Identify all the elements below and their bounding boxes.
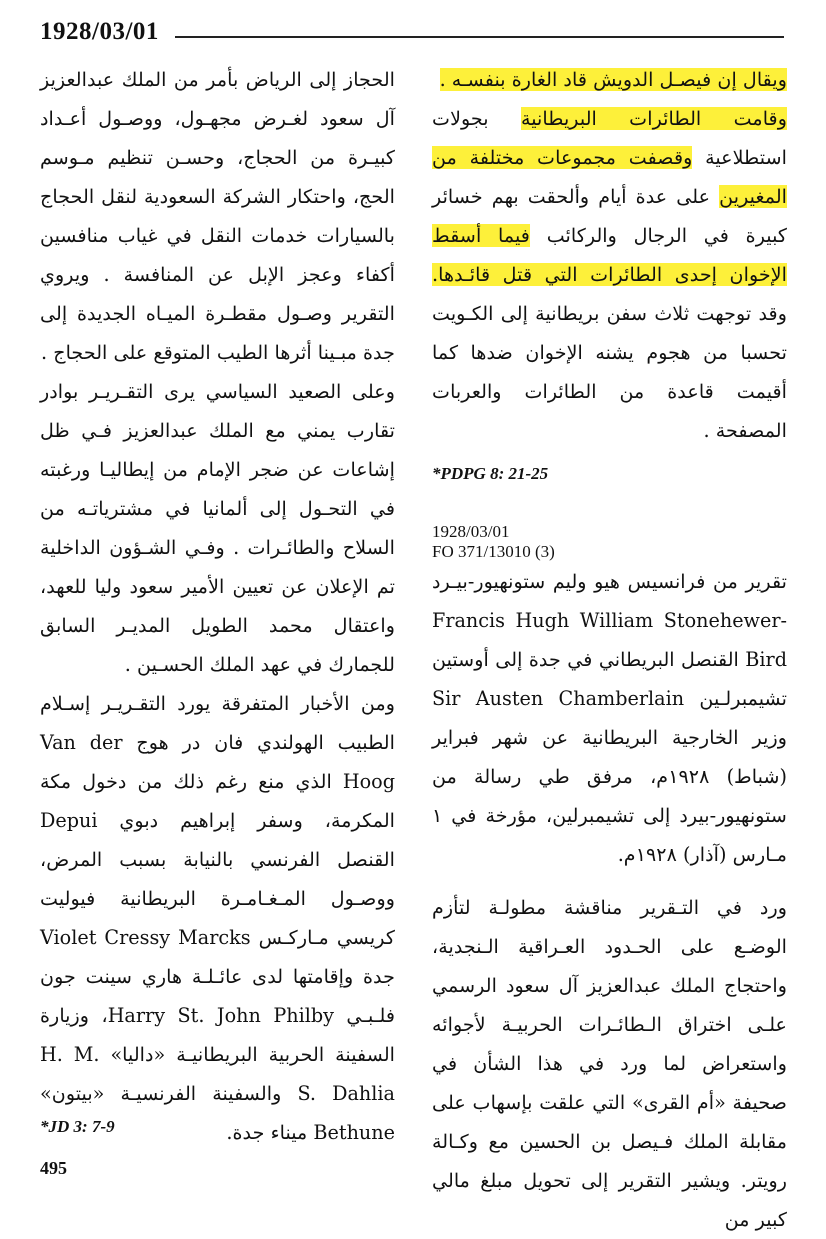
spacer — [432, 874, 787, 888]
paragraph-report-title — [432, 562, 787, 874]
english-name-depui: Depui — [40, 809, 98, 832]
text-misc-f: والسفينة الفرنسيـة «بيتون» — [40, 1082, 298, 1105]
page-number: 495 — [40, 1158, 67, 1178]
english-name-violet: Violet Cressy Marcks — [40, 926, 251, 949]
text-2: على عدة أيام وألحقت بهم خسائر كبيرة في الرجال والركائب — [432, 185, 788, 247]
paragraph-report-body: ورد في التـقرير مناقشة مطولـة لتأزم الوضـع على الحـدود العـراقية الـنجدية، واحتجاج الملك عبدالعزيز آل سعود الرسمي علـى اختراق الـطائـرات الحربيـة لأجوائه واستعراض لما ورد في هذا الشأن في صحيفة «أم القرى» التي علقت بإسهاب على مقابلة الملك فـيصل بن الحسين مع وكـالة رويتر. ويشير التقرير إلى تحويل مبلغ مالي كبير من — [432, 896, 787, 1231]
text-misc-e: ، وزيارة السفينة الحربية البريطانيـة «داليا» — [40, 1004, 396, 1066]
text-misc-g: ميناء جدة. — [226, 1121, 314, 1144]
paragraph-raid — [432, 60, 787, 450]
header-date: 1928/03/01 — [40, 18, 159, 45]
text-report-b: القنصل البريطاني في جدة إلى أوستين تشيمبرلـين — [432, 648, 787, 710]
english-name-dahlia: H. M. S. Dahlia — [40, 1043, 395, 1105]
right-column — [432, 60, 787, 1239]
text-3: وقد توجهت ثلاث سفن بريطانية إلى الكـويت تحسبا من هجوم يشنه الإخوان ضدها كما أقيمت قاعدة من الطائرات والعربات المصفحة . — [432, 302, 787, 442]
highlight-1: ويقال إن فيصـل الدويش قاد الغارة بنفسـه . — [439, 68, 787, 91]
english-name-philby: Harry St. John Philby — [107, 1004, 334, 1027]
english-name-vanderhoog: Van der Hoog — [40, 731, 395, 793]
header-rule — [175, 36, 784, 38]
paragraph-misc-news — [40, 684, 395, 1152]
paragraph-politics: وعلى الصعيد السياسي يرى التقـريـر بوادر تقارب يمني مع الملك عبدالعزيز فـي ظل إشاعات عن ضجر الإمام من إيطاليـا ورغبته في التحـول إلى ألمانيا في مشترياتـه من السلاح والطائـرات . وفـي الشـؤون الداخلية تم الإعلان عن تعيين الأمير سعود وليا للعهد، واعتقال محمد الطويل المديـر السابق للجمارك في عهد الملك الحسـين . — [40, 380, 395, 676]
text-misc-b: الذي منع رغم ذلك من دخول مكة المكرمة، وسفر إبراهيم دبوي — [40, 770, 395, 832]
text-misc-d: جدة وإقامتها لدى عائـلـة هاري سينت جون فلـبـي — [40, 965, 395, 1027]
reference-left: *JD 3: 7-9 — [40, 1117, 115, 1136]
english-name-2: Sir Austen Chamberlain — [432, 687, 685, 710]
english-name-1: Francis Hugh William Stonehewer-Bird — [432, 609, 787, 671]
record-header — [432, 522, 787, 562]
paragraph-hajj: الحجاز إلى الرياض بأمر من الملك عبدالعزيز آل سعود لغـرض مجهـول، ووصـول أعـداد كبيـرة من الحجاج، وحسـن تنظيم مـوسم الحج، واحتكار الشركة السعودية لنقل الحجاج بالسيارات خدمات النقل في غياب منافسين أكفاء وعجز الإبل عن المنافسة . ويروي التقرير وصـول مقطـرة الميـاه الجديدة إلى جدة مبـينا أثرها الطيب المتوقع على الحجاج . — [40, 68, 395, 364]
text-report-c: وزير الخارجية البريطانية عن شهر فبراير (شباط) ١٩٢٨م، مرفق طي رسالة من ستونهيور-بيرد إلى تشيمبرلين، مؤرخة في ١ مـارس (آذار) ١٩٢٨م. — [432, 726, 788, 866]
reference-right: *PDPG 8: 21-25 — [432, 464, 549, 483]
text-misc-a: ومن الأخبار المتفرقة يورد التقـريـر إسـلام الطبيب الهولندي فان در هوج — [40, 692, 395, 754]
english-name-bethune: Bethune — [313, 1121, 395, 1144]
text-misc-c: القنصل الفرنسي بالنيابة بسبب المرض، ووصـول المـغـامـرة البريطانية فيوليت كريسي مـاركـس — [40, 848, 395, 949]
record-date: 1928/03/01 — [432, 522, 510, 541]
left-column — [40, 60, 395, 1152]
record-file: FO 371/13010 (3) — [432, 542, 555, 561]
text-1: بجولات استطلاعية — [432, 107, 787, 169]
highlight-2: وقامت الطائرات البريطانية — [520, 107, 787, 130]
highlight-4: فيما أسقط الإخوان إحدى الطائرات التي قتل قائـدها. — [432, 224, 787, 286]
text-report-a: تقرير من فرانسيس هيو وليم ستونهيور-بيـرد — [432, 570, 787, 593]
highlight-3: وقصفت مجموعات مختلفة من المغيرين — [432, 146, 787, 208]
